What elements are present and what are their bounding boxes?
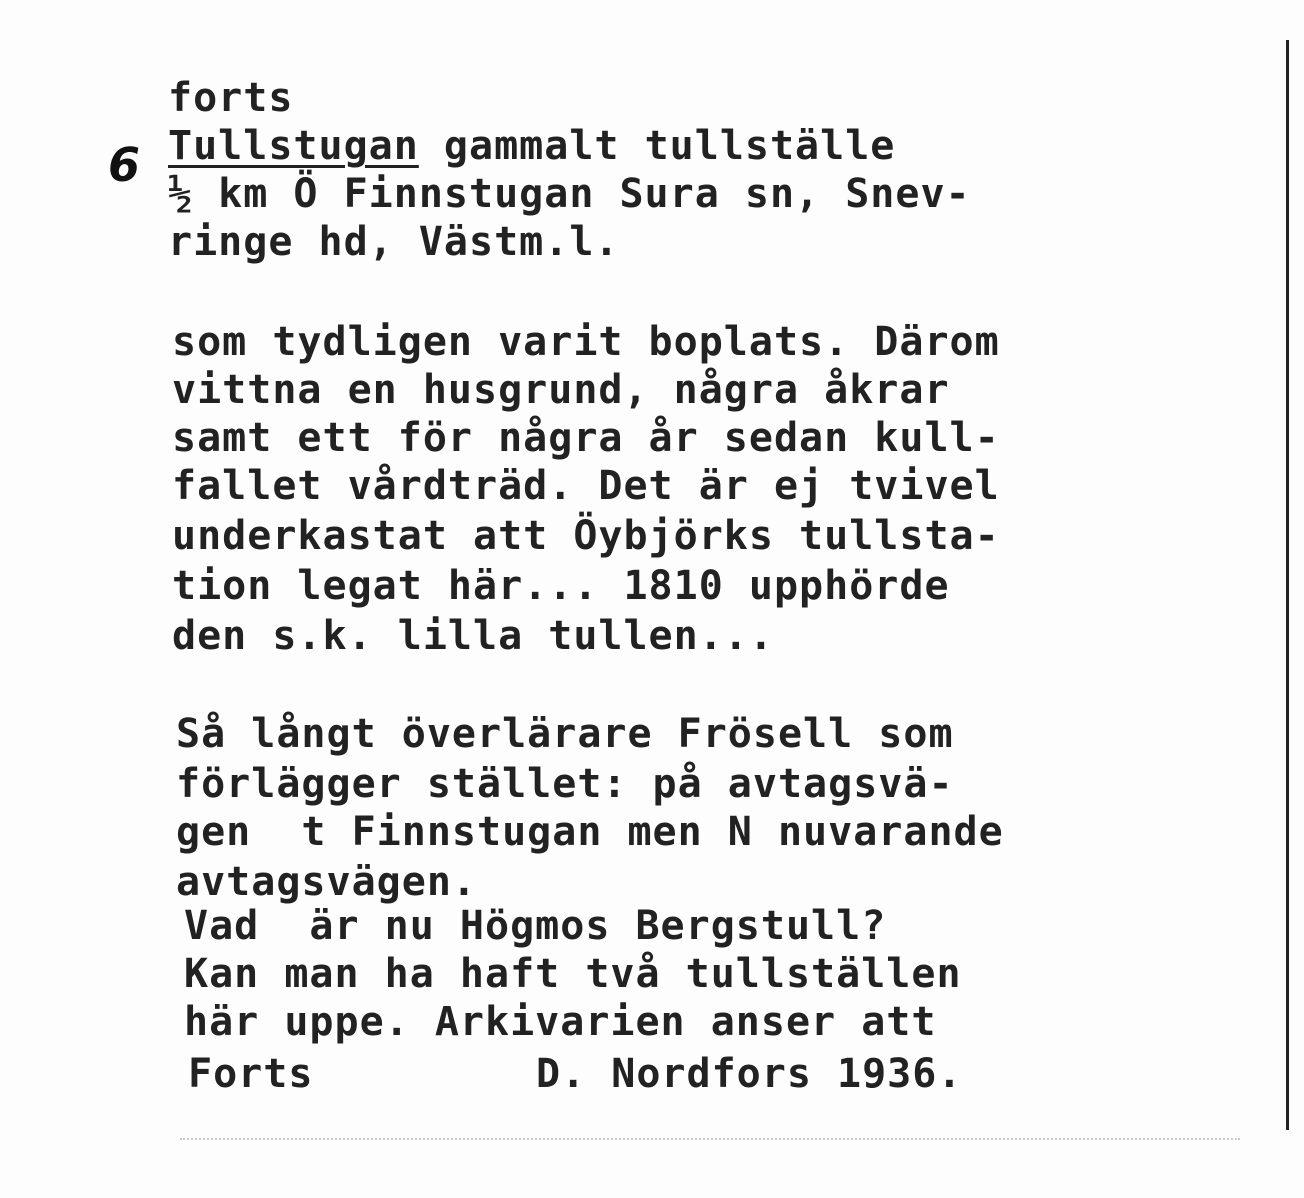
- paragraph1-line: vittna en husgrund, några åkrar: [172, 367, 950, 413]
- header-location-line: ½ km Ö Finnstugan Sura sn, Snev-: [168, 171, 971, 217]
- card-bottom-edge: [180, 1138, 1240, 1140]
- paragraph1-line: tion legat här... 1810 upphörde: [172, 563, 950, 609]
- paragraph2-line: Så långt överlärare Frösell som: [176, 711, 954, 757]
- page-marker: 6: [108, 138, 141, 192]
- footer-forts: Forts: [188, 1051, 314, 1097]
- title-tullstugan: Tullstugan: [168, 123, 419, 169]
- paragraph3-line: här uppe. Arkivarien anser att: [184, 999, 937, 1045]
- header-title-line: [168, 122, 895, 170]
- header-forts: forts: [168, 75, 294, 121]
- paragraph3-line: Kan man ha haft två tullställen: [184, 951, 962, 997]
- paragraph1-line: fallet vårdträd. Det är ej tvivel: [172, 463, 1000, 509]
- paragraph3-line: Vad är nu Högmos Bergstull?: [184, 903, 887, 949]
- title-rest: gammalt tullställe: [418, 123, 896, 169]
- paragraph1-line: samt ett för några år sedan kull-: [172, 415, 1000, 461]
- card-right-edge: [1286, 40, 1289, 1130]
- paragraph2-line: gen t Finnstugan men N nuvarande: [176, 809, 1004, 855]
- signature: D. Nordfors 1936.: [536, 1051, 963, 1097]
- paragraph1-line: den s.k. lilla tullen...: [172, 613, 774, 659]
- paragraph2-line: förlägger stället: på avtagsvä-: [176, 761, 954, 807]
- header-district-line: ringe hd, Västm.l.: [168, 219, 620, 265]
- paragraph1-line: som tydligen varit boplats. Därom: [172, 319, 1000, 365]
- paragraph1-line: underkastat att Öybjörks tullsta-: [172, 513, 1000, 559]
- paragraph2-line: avtagsvägen.: [176, 859, 477, 905]
